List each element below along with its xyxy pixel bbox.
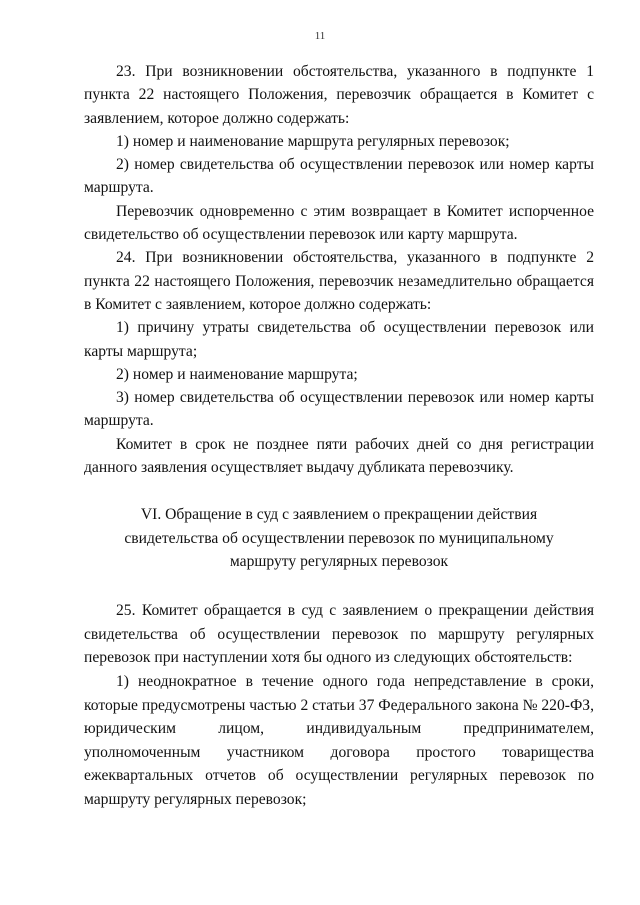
page-number: 11	[314, 30, 326, 42]
heading-line-1: VI. Обращение в суд с заявлением о прекращении действия	[140, 506, 538, 524]
section-heading	[84, 503, 594, 573]
paragraph-24-item-1: 1) причину утраты свидетельства об осуществлении перевозок или карты маршрута;	[84, 319, 594, 360]
document-body	[84, 60, 594, 812]
paragraph-23: 23. При возникновении обстоятельства, указанного в подпункте 1 пункта 22 настоящего Положения, перевозчик обращается в Комитет с заявлением, которое должно содержать:	[84, 63, 594, 127]
paragraph-23-item-2: 2) номер свидетельства об осуществлении перевозок или номер карты маршрута.	[84, 156, 594, 197]
paragraph-24-item-3: 3) номер свидетельства об осуществлении перевозок или номер карты маршрута.	[84, 389, 594, 430]
heading-line-3: маршруту регулярных перевозок	[229, 552, 449, 570]
paragraph-24-note: Комитет в срок не позднее пяти рабочих дней со дня регистрации данного заявления осуществляет выдачу дубликата перевозчику.	[84, 435, 594, 477]
heading-line-2: свидетельства об осуществлении перевозок по муниципальному	[124, 529, 554, 547]
paragraph-23-item-1: 1) номер и наименование маршрута регулярных перевозок;	[116, 132, 510, 150]
paragraph-24: 24. При возникновении обстоятельства, указанного в подпункте 2 пункта 22 настоящего Положения, перевозчик незамедлительно обращается в Комитет с заявлением, которое должно содержать:	[84, 249, 594, 313]
section-6-body	[84, 599, 594, 811]
paragraph-23-note: Перевозчик одновременно с этим возвращает в Комитет испорченное свидетельство об осуществлении перевозок или карту маршрута.	[84, 202, 594, 244]
paragraph-25: 25. Комитет обращается в суд с заявлением о прекращении действия свидетельства об осуществлении перевозок по маршруту регулярных перевозок при наступлении хотя бы одного из следующих обстоятельств:	[84, 602, 594, 667]
paragraph-25-item-1: 1) неоднократное в течение одного года непредставление в сроки, которые предусмотрены частью 2 статьи 37 Федерального закона № 220-ФЗ, юридическим лицом, индивидуальным предпринимателем, уполномоченным участником договора простого товарищества ежеквартальных отчетов об осуществлении регулярных перевозок по маршруту регулярных перевозок;	[84, 673, 594, 808]
paragraph-24-item-2: 2) номер и наименование маршрута;	[116, 365, 358, 383]
